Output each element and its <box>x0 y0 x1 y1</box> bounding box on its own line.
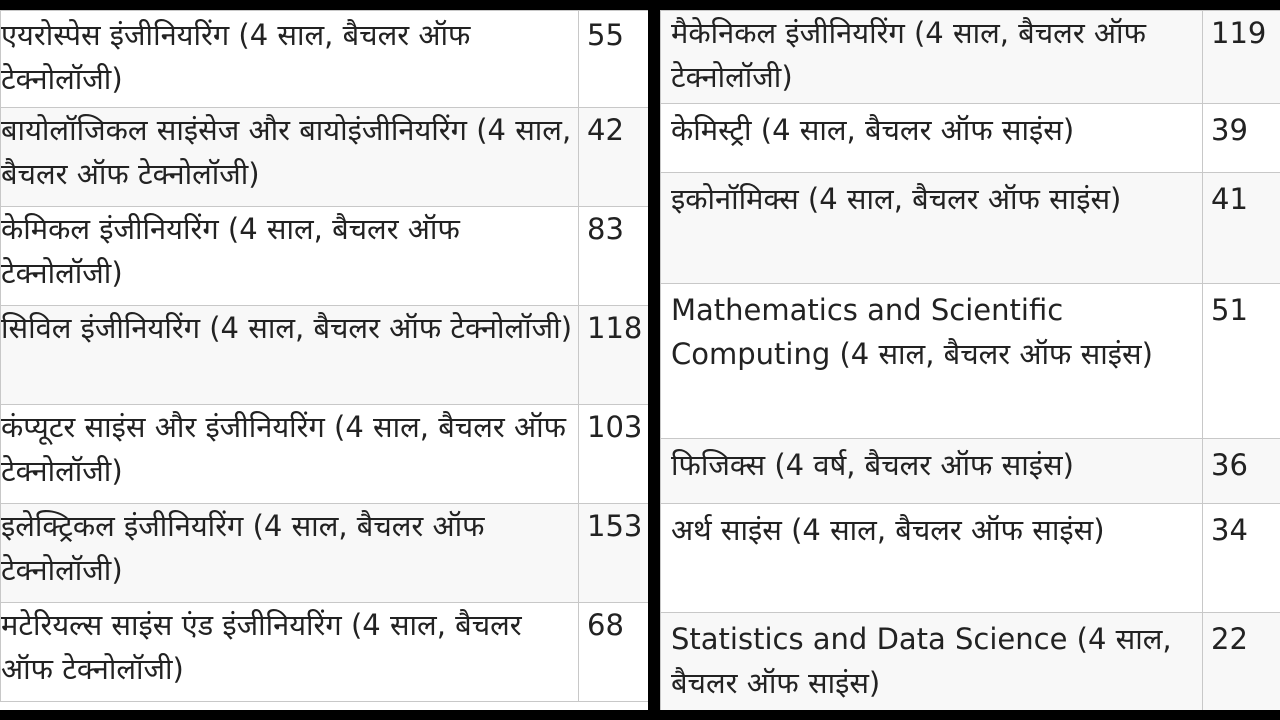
seat-count: 68 <box>579 603 649 702</box>
seat-count: 119 <box>1203 11 1280 104</box>
seat-count: 41 <box>1203 173 1280 284</box>
table-row <box>1 405 649 504</box>
program-name: इलेक्ट्रिकल इंजीनियरिंग (4 साल, बैचलर ऑफ टेक्नोलॉजी) <box>1 504 579 603</box>
seat-count: 118 <box>579 306 649 405</box>
right-table-panel <box>660 10 1280 710</box>
seat-count: 42 <box>579 108 649 207</box>
seat-count: 51 <box>1203 284 1280 439</box>
table-row <box>661 11 1280 104</box>
seat-count: 39 <box>1203 104 1280 173</box>
program-name: कंप्यूटर साइंस और इंजीनियरिंग (4 साल, बैचलर ऑफ टेक्नोलॉजी) <box>1 405 579 504</box>
seat-count: 34 <box>1203 504 1280 613</box>
seat-count: 36 <box>1203 439 1280 504</box>
program-name: Statistics and Data Science (4 साल, बैचलर ऑफ साइंस) <box>661 613 1203 711</box>
left-programs-table <box>0 10 648 702</box>
seat-count: 103 <box>579 405 649 504</box>
program-name: सिविल इंजीनियरिंग (4 साल, बैचलर ऑफ टेक्नोलॉजी) <box>1 306 579 405</box>
table-row <box>661 439 1280 504</box>
table-row <box>661 104 1280 173</box>
program-name: एयरोस्पेस इंजीनियरिंग (4 साल, बैचलर ऑफ टेक्नोलॉजी) <box>1 11 579 108</box>
table-row <box>1 603 649 702</box>
seat-count: 83 <box>579 207 649 306</box>
table-row <box>1 108 649 207</box>
table-row <box>661 173 1280 284</box>
table-row <box>661 613 1280 711</box>
left-table-panel <box>0 10 648 710</box>
program-name: मैकेनिकल इंजीनियरिंग (4 साल, बैचलर ऑफ टेक्नोलॉजी) <box>661 11 1203 104</box>
seat-count: 55 <box>579 11 649 108</box>
program-name: केमिस्ट्री (4 साल, बैचलर ऑफ साइंस) <box>661 104 1203 173</box>
table-row <box>661 504 1280 613</box>
table-row <box>1 306 649 405</box>
table-row <box>1 504 649 603</box>
seat-count: 153 <box>579 504 649 603</box>
right-programs-table <box>660 10 1280 710</box>
program-name: Mathematics and Scientific Computing (4 साल, बैचलर ऑफ साइंस) <box>661 284 1203 439</box>
program-name: अर्थ साइंस (4 साल, बैचलर ऑफ साइंस) <box>661 504 1203 613</box>
table-row <box>1 11 649 108</box>
table-row <box>1 207 649 306</box>
program-name: केमिकल इंजीनियरिंग (4 साल, बैचलर ऑफ टेक्नोलॉजी) <box>1 207 579 306</box>
program-name: बायोलॉजिकल साइंसेज और बायोइंजीनियरिंग (4 साल, बैचलर ऑफ टेक्नोलॉजी) <box>1 108 579 207</box>
program-name: इकोनॉमिक्स (4 साल, बैचलर ऑफ साइंस) <box>661 173 1203 284</box>
seat-count: 22 <box>1203 613 1280 711</box>
program-name: फिजिक्स (4 वर्ष, बैचलर ऑफ साइंस) <box>661 439 1203 504</box>
program-name: मटेरियल्स साइंस एंड इंजीनियरिंग (4 साल, बैचलर ऑफ टेक्नोलॉजी) <box>1 603 579 702</box>
table-row <box>661 284 1280 439</box>
